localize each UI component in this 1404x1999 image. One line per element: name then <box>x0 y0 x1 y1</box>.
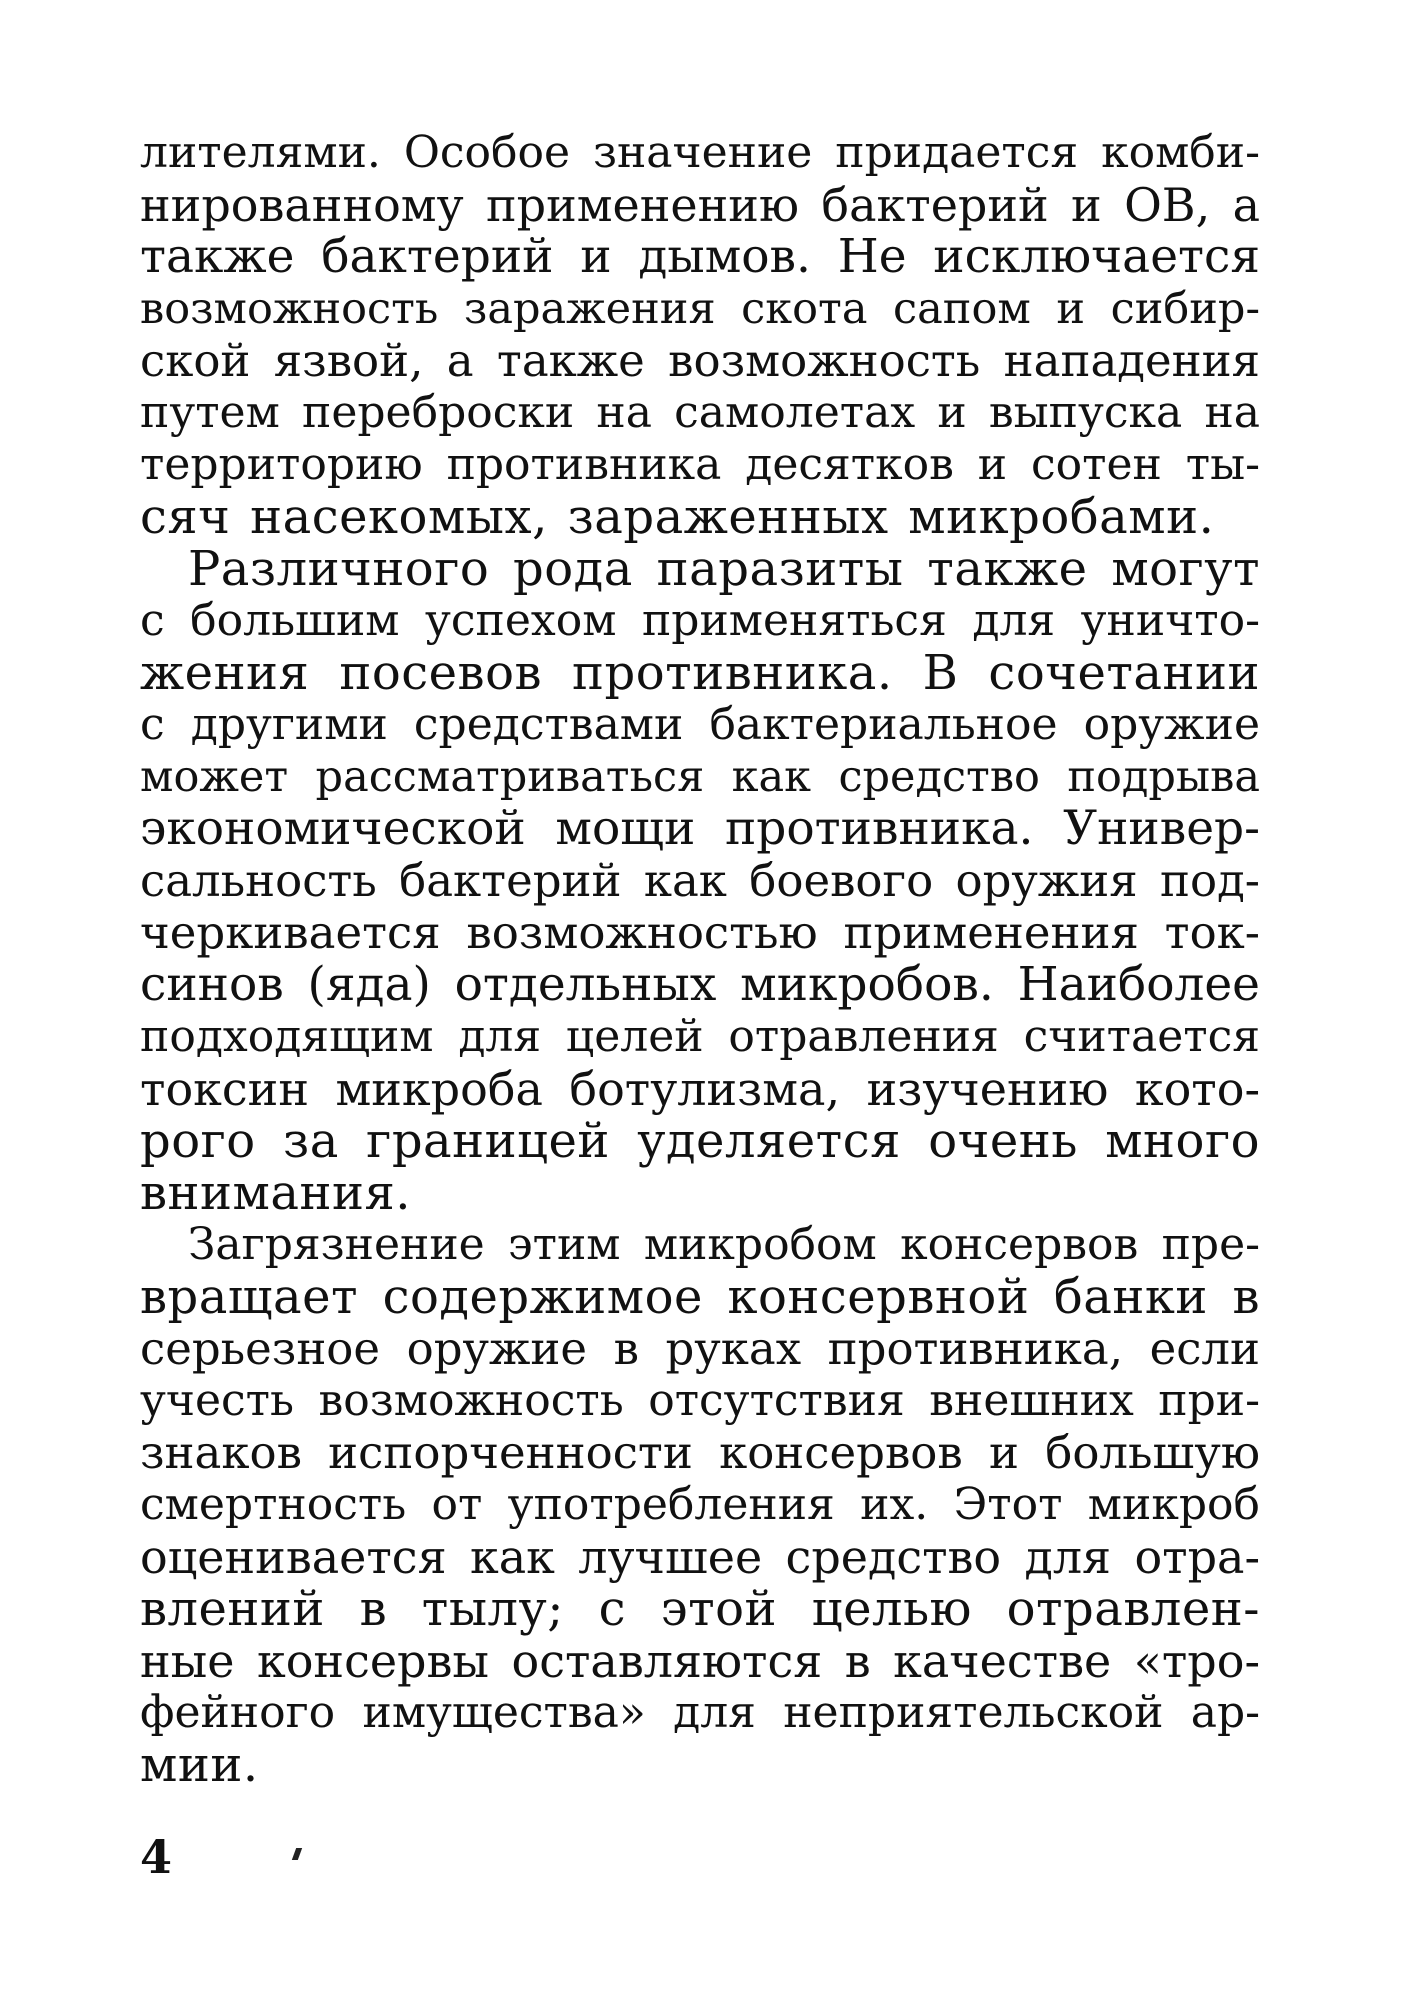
text-line: учесть возможность отсутствия внешних при- <box>140 1375 1260 1426</box>
text-line: рого за границей уделяется очень много <box>140 1113 1260 1169</box>
text-line: Различного рода паразиты также могут <box>188 541 1260 597</box>
text-line: оценивается как лучшее средство для отра- <box>140 1530 1260 1584</box>
text-line: может рассматриваться как средство подрыва <box>140 752 1260 802</box>
text-line: жения посевов противника. В сочетании <box>140 645 1260 701</box>
text-line: токсин микроба ботулизма, изучению кото- <box>140 1062 1260 1116</box>
text-line: ской язвой, а также возможность нападения <box>140 334 1260 387</box>
text-line: фейного имущества» для неприятельской ар- <box>140 1687 1260 1738</box>
text-line: лителями. Особое значение придается комби- <box>140 127 1260 178</box>
text-line: с большим успехом применяться для уничто- <box>140 595 1260 646</box>
text-line: путем переброски на самолетах и выпуска на <box>140 387 1260 438</box>
ink-mark <box>292 1848 302 1860</box>
text-line: нированному применению бактерий и ОВ, а <box>140 178 1260 232</box>
text-line: черкивается возможностью применения ток- <box>140 906 1260 959</box>
body-text <box>140 127 1260 1791</box>
text-line: вращает содержимое консервной банки в <box>140 1269 1260 1325</box>
paragraph-3 <box>140 1219 1260 1791</box>
text-line: сяч насекомых, зараженных микробами. <box>140 489 1215 545</box>
text-line: возможность заражения скота сапом и сибир- <box>140 284 1260 334</box>
text-line: серьезное оружие в руках противника, если <box>140 1322 1260 1375</box>
page-number: 4 <box>140 1830 173 1884</box>
text-line: смертность от употребления их. Этот микроб <box>140 1479 1260 1530</box>
text-line: территорию противника десятков и сотен ты- <box>140 439 1260 490</box>
text-line: с другими средствами бактериальное оружие <box>140 699 1260 750</box>
text-line: знаков испорченности консервов и большую <box>140 1426 1260 1479</box>
paragraph-1 <box>140 127 1260 543</box>
paragraph-2 <box>140 543 1260 1219</box>
text-line: подходящим для целей отравления считается <box>140 1011 1260 1062</box>
text-line: синов (яда) отдельных микробов. Наиболее <box>140 957 1260 1012</box>
text-line: ные консервы оставляются в качестве «тро- <box>140 1634 1260 1688</box>
text-line: сальность бактерий как боевого оружия под- <box>140 854 1260 907</box>
text-line: влений в тылу; с этой целью отравлен- <box>140 1581 1260 1637</box>
text-line: экономической мощи противника. Универ- <box>140 801 1260 856</box>
text-line: мии. <box>140 1737 259 1793</box>
text-line: внимания. <box>140 1165 411 1221</box>
text-line: также бактерий и дымов. Не исключается <box>140 229 1260 284</box>
text-line: Загрязнение этим микробом консервов пре- <box>188 1219 1260 1270</box>
